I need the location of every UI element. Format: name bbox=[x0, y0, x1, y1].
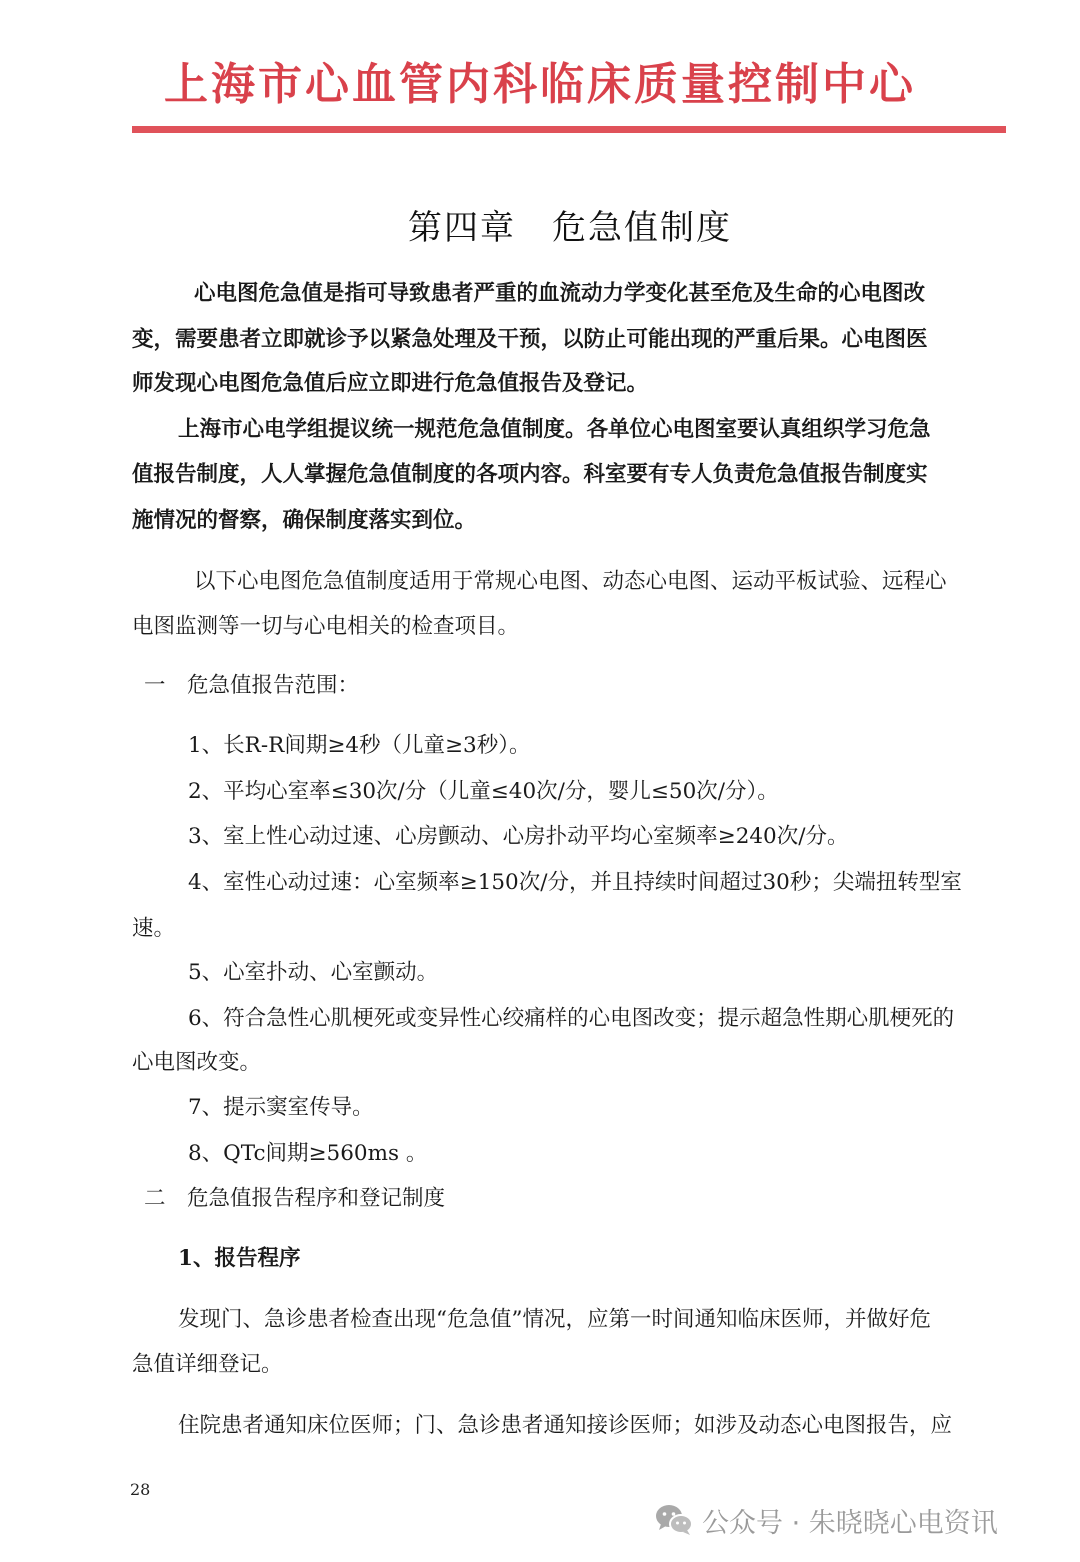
section2-p1-line2: 急值详细登记。 bbox=[132, 1352, 283, 1377]
section1-heading: 一 危急值报告范围： bbox=[144, 673, 360, 698]
intro-p3-line2: 电图监测等一切与心电相关的检查项目。 bbox=[132, 614, 520, 639]
criteria-item-5: 5、心室扑动、心室颤动。 bbox=[188, 960, 439, 985]
criteria-item-6-line2: 心电图改变。 bbox=[132, 1050, 262, 1075]
criteria-item-4-line2: 速。 bbox=[132, 916, 176, 941]
criteria-item-7: 7、提示窦室传导。 bbox=[188, 1095, 374, 1120]
criteria-item-1: 1、长R-R间期≥4秒（儿童≥3秒）。 bbox=[188, 733, 531, 758]
criteria-item-2: 2、平均心室率≤30次/分（儿童≤40次/分，婴儿≤50次/分）。 bbox=[188, 779, 779, 804]
page-number: 28 bbox=[130, 1480, 151, 1499]
criteria-item-8: 8、QTc间期≥560ms 。 bbox=[188, 1141, 428, 1166]
section2-heading: 二 危急值报告程序和登记制度 bbox=[144, 1186, 446, 1211]
intro-p2-line3: 施情况的督察，确保制度落实到位。 bbox=[132, 508, 477, 533]
watermark bbox=[654, 1500, 998, 1540]
section2-p2-line1: 住院患者通知床位医师；门、急诊患者通知接诊医师；如涉及动态心电图报告，应 bbox=[178, 1413, 953, 1438]
intro-p1-line2: 变，需要患者立即就诊予以紧急处理及干预，以防止可能出现的严重后果。心电图医 bbox=[132, 327, 928, 352]
chapter-name: 危急值制度 bbox=[552, 208, 732, 248]
section2-p1-line1: 发现门、急诊患者检查出现“危急值”情况，应第一时间通知临床医师，并做好危 bbox=[178, 1307, 931, 1332]
criteria-item-3: 3、室上性心动过速、心房颤动、心房扑动平均心室频率≥240次/分。 bbox=[188, 824, 849, 849]
header-divider bbox=[132, 126, 1006, 133]
criteria-item-4-line1: 4、室性心动过速：心室频率≥150次/分，并且持续时间超过30秒；尖端扭转型室 bbox=[188, 870, 962, 895]
chapter-title bbox=[0, 200, 1080, 249]
watermark-text: 公众号 · 朱晓晓心电资讯 bbox=[702, 1507, 998, 1539]
intro-p1-line3: 师发现心电图危急值后应立即进行危急值报告及登记。 bbox=[132, 371, 649, 396]
intro-p1-line1: 心电图危急值是指可导致患者严重的血流动力学变化甚至危及生命的心电图改 bbox=[194, 281, 926, 306]
header-title: 上海市心血管内科临床质量控制中心 bbox=[164, 59, 916, 110]
wechat-icon bbox=[654, 1503, 694, 1537]
section2-subheading: 1、报告程序 bbox=[178, 1246, 301, 1271]
criteria-item-6-line1: 6、符合急性心肌梗死或变异性心绞痛样的心电图改变；提示超急性期心肌梗死的 bbox=[188, 1006, 955, 1031]
chapter-number: 第四章 bbox=[408, 208, 516, 248]
intro-p2-line2: 值报告制度，人人掌握危急值制度的各项内容。科室要有专人负责危急值报告制度实 bbox=[132, 462, 928, 487]
intro-p2-line1: 上海市心电学组提议统一规范危急值制度。各单位心电图室要认真组织学习危急 bbox=[178, 417, 931, 442]
intro-p3-line1: 以下心电图危急值制度适用于常规心电图、动态心电图、运动平板试验、远程心 bbox=[194, 569, 947, 594]
